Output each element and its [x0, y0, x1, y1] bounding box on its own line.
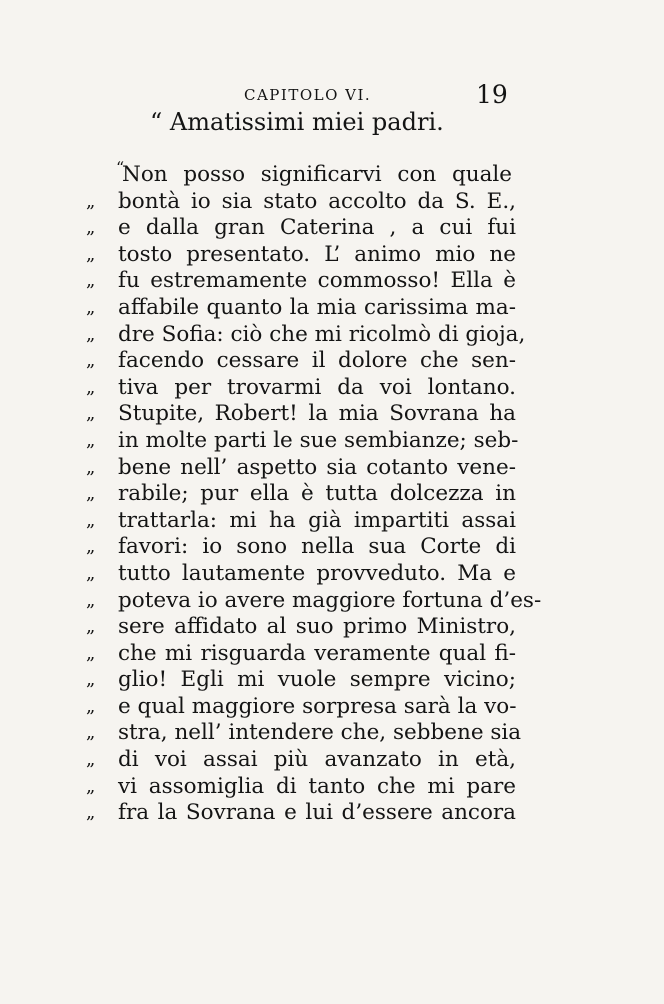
text-line	[86, 375, 516, 402]
text-line	[86, 481, 516, 508]
quote-mark: „	[86, 775, 94, 797]
line-text: glio! Egli mi vuole sempre vicino;	[118, 667, 516, 693]
text-line	[86, 694, 516, 721]
quote-mark: „	[86, 296, 94, 318]
quote-mark: „	[86, 270, 94, 292]
line-text: bontà io sia stato accolto da S. E.,	[118, 188, 516, 214]
text-line	[86, 508, 516, 535]
line-text: Non posso significarvi con quale	[122, 162, 512, 187]
line-text: che mi risguarda veramente qual fi-	[118, 640, 516, 666]
text-line	[86, 614, 516, 641]
running-head: CAPITOLO VI.	[244, 86, 372, 104]
line-text: favori: io sono nella sua Corte di	[118, 534, 516, 560]
text-line	[86, 348, 516, 375]
quote-mark: „	[86, 669, 94, 691]
quote-mark: „	[86, 642, 94, 664]
line-text: fra la Sovrana e lui d’essere ancora	[118, 800, 516, 826]
line-text: e dalla gran Caterina , a cui fui	[118, 215, 516, 241]
letter-body	[86, 158, 542, 827]
quote-mark: „	[86, 695, 94, 717]
text-line	[86, 667, 516, 694]
quote-mark: „	[86, 350, 94, 372]
text-line	[86, 774, 516, 801]
quote-mark: „	[86, 536, 94, 558]
page-header	[0, 80, 664, 110]
text-line	[86, 534, 516, 561]
text-line	[86, 295, 516, 322]
text-line	[86, 401, 516, 428]
text-line	[86, 321, 526, 349]
line-text: e qual maggiore sorpresa sarà la vo-	[118, 693, 517, 719]
line-text: sere affidato al suo primo Ministro,	[118, 614, 516, 640]
line-text: tosto presentato. L’ animo mio ne	[118, 241, 516, 267]
text-line	[86, 455, 516, 482]
text-line	[86, 561, 516, 588]
quote-mark: „	[86, 456, 94, 478]
text-line	[86, 215, 516, 242]
text-line	[86, 720, 522, 747]
quote-mark: „	[86, 616, 94, 638]
quote-mark: “	[116, 158, 123, 177]
quote-mark: „	[86, 483, 94, 505]
text-line	[86, 158, 516, 189]
line-text: di voi assai più avanzato in età,	[118, 747, 516, 773]
line-text: in molte parti le sue sembianze; seb-	[118, 427, 519, 453]
text-line	[86, 268, 516, 295]
line-text: facendo cessare il dolore che sen-	[118, 348, 516, 374]
line-text: rabile; pur ella è tutta dolcezza in	[118, 481, 516, 507]
text-line	[86, 189, 516, 216]
quote-mark: „	[86, 243, 94, 265]
quote-mark: „	[86, 722, 94, 744]
text-line	[86, 587, 542, 615]
line-text: trattarla: mi ha già impartiti assai	[118, 507, 516, 533]
line-text: fu estremamente commosso! Ella è	[118, 268, 516, 294]
line-text: vi assomiglia di tanto che mi pare	[118, 773, 516, 799]
line-text: tiva per trovarmi da voi lontano.	[118, 374, 516, 400]
text-line	[86, 641, 516, 668]
quote-mark: „	[86, 562, 94, 584]
line-text: tutto lautamente provveduto. Ma e	[118, 560, 516, 586]
letter-salutation: “ Amatissimi miei padri.	[150, 108, 444, 136]
text-line	[86, 800, 516, 827]
quote-mark: „	[86, 509, 94, 531]
quote-mark: „	[86, 589, 94, 611]
quote-mark: „	[86, 190, 94, 212]
line-text: Stupite, Robert! la mia Sovrana ha	[118, 401, 516, 427]
line-text: poteva io avere maggiore fortuna d’es-	[118, 587, 542, 613]
text-line	[86, 242, 516, 269]
line-text: dre Sofia: ciò che mi ricolmò di gioja,	[118, 321, 526, 347]
line-text: stra, nell’ intendere che, sebbene sia	[118, 720, 522, 746]
line-text: bene nell’ aspetto sia cotanto vene-	[118, 454, 516, 480]
quote-mark: „	[86, 802, 94, 824]
quote-mark: „	[86, 217, 94, 239]
page-number: 19	[476, 80, 508, 109]
text-line	[86, 427, 519, 455]
line-text: affabile quanto la mia carissima ma-	[118, 294, 516, 320]
text-line	[86, 747, 516, 774]
quote-mark: „	[86, 429, 94, 451]
quote-mark: „	[86, 749, 94, 771]
quote-mark: „	[86, 403, 94, 425]
quote-mark: „	[86, 323, 94, 345]
quote-mark: „	[86, 376, 94, 398]
